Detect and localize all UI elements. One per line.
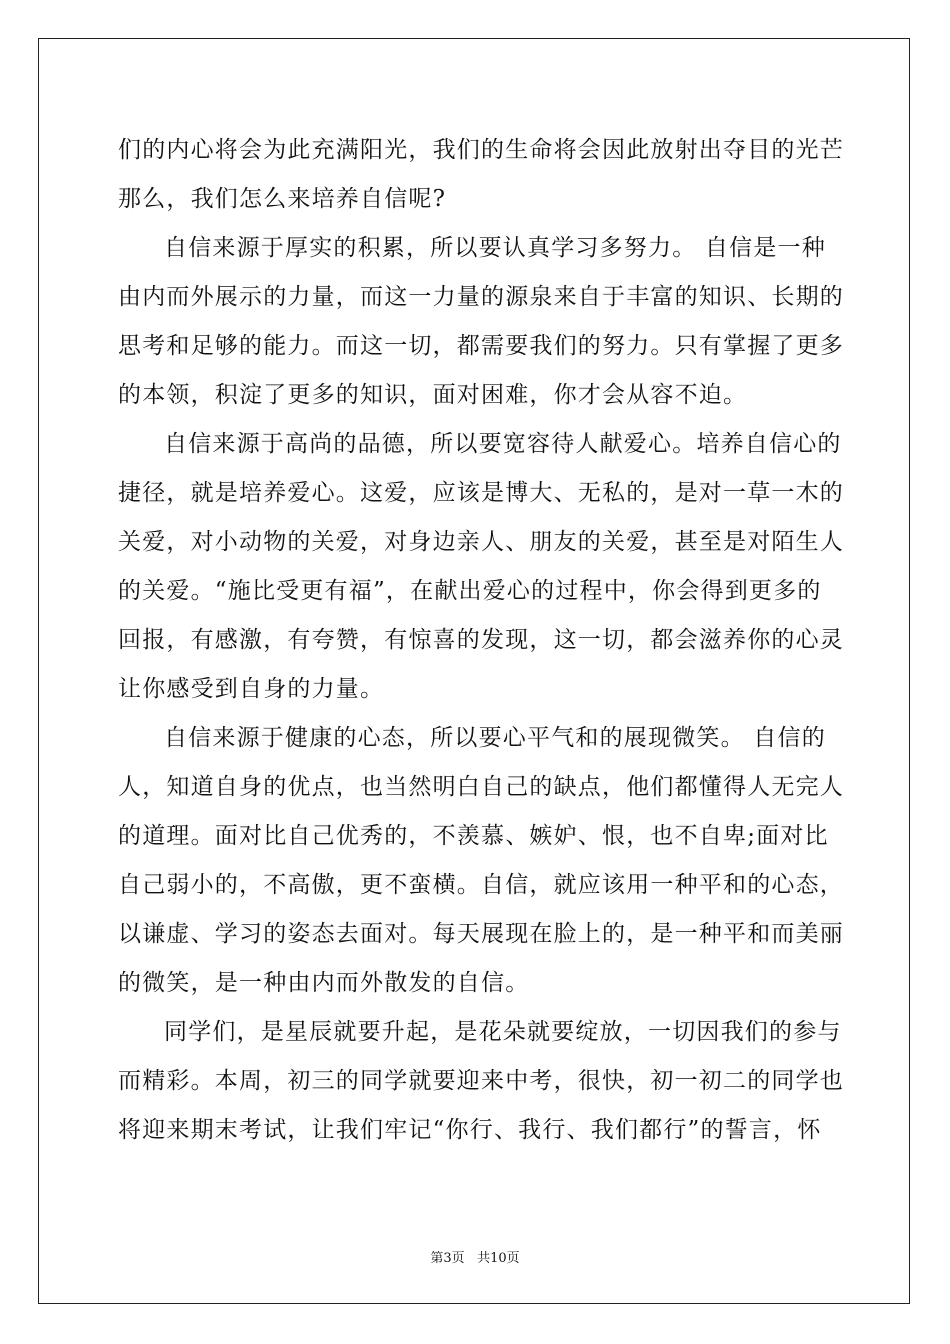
text-line: 关爱，对小动物的关爱，对身边亲人、朋友的关爱，甚至是对陌生人 [118,529,844,555]
text-line: 让你感受到自身的力量。 [118,676,385,702]
total-pages: 共10页 [477,1251,520,1266]
text-line: 将迎来期末考试，让我们牢记“你行、我行、我们都行”的誓言，怀 [118,1117,822,1143]
text-line: 自信来源于厚实的积累，所以要认真学习多努力。 自信是一种 [164,235,826,261]
text-line: 而精彩。本周，初三的同学就要迎来中考，很快，初一初二的同学也 [118,1068,844,1094]
text-line: 由内而外展示的力量，而这一力量的源泉来自于丰富的知识、长期的 [118,284,844,310]
text-line: 思考和足够的能力。而这一切，都需要我们的努力。只有掌握了更多 [118,333,844,359]
text-line: 捷径，就是培养爱心。这爱，应该是博大、无私的，是对一草一木的 [118,480,844,506]
text-line: 的微笑，是一种由内而外散发的自信。 [118,970,530,996]
text-line: 的关爱。“施比受更有福”，在献出爱心的过程中，你会得到更多的 [118,578,822,604]
text-line: 同学们，是星辰就要升起，是花朵就要绽放，一切因我们的参与 [164,1019,842,1045]
page-number: 第3页 [430,1251,465,1266]
text-line: 回报，有感激，有夸赞，有惊喜的发现，这一切，都会滋养你的心灵 [118,627,844,653]
text-line: 那么，我们怎么来培养自信呢? [118,186,447,212]
text-line: 人，知道自身的优点，也当然明白自己的缺点，他们都懂得人无完人 [118,774,844,800]
text-line: 的道理。面对比自己优秀的，不羡慕、嫉妒、恨，也不自卑;面对比 [118,823,829,849]
text-line: 以谦虚、学习的姿态去面对。每天展现在脸上的，是一种平和而美丽 [118,921,844,947]
text-line: 自己弱小的，不高傲，更不蛮横。自信，就应该用一种平和的心态， [118,872,844,898]
text-line: 自信来源于高尚的品德，所以要宽容待人献爱心。培养自信心的 [164,431,842,457]
page-footer [0,1247,950,1266]
text-line: 自信来源于健康的心态，所以要心平气和的展现微笑。 自信的 [164,725,826,751]
text-line: 们的内心将会为此充满阳光，我们的生命将会因此放射出夺目的光芒 [118,137,844,163]
text-line: 的本领，积淀了更多的知识，面对困难，你才会从容不迫。 [118,382,748,408]
document-body [118,126,844,1155]
